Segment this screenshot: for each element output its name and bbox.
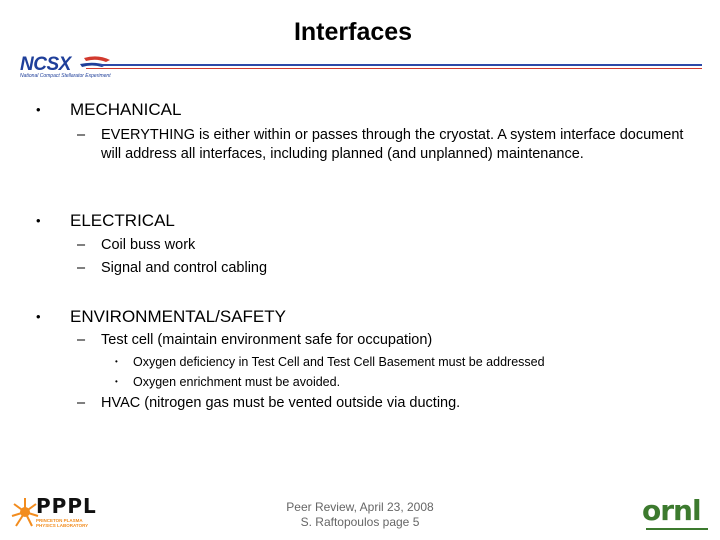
ornl-logo-text: ornl	[642, 494, 701, 527]
bullet-dot: •	[36, 213, 41, 228]
pppl-logo-subtitle: PRINCETON PLASMA PHYSICS LABORATORY	[36, 518, 89, 528]
sub-sub-bullet-text: Oxygen enrichment must be avoided.	[133, 375, 341, 389]
header-rule-blue	[100, 64, 702, 66]
slide-footer	[240, 500, 480, 530]
bullet-dot: •	[36, 309, 41, 324]
sub-bullet-text: HVAC (nitrogen gas must be vented outside via ducting.	[101, 395, 461, 411]
sub-bullet-text: EVERYTHING is either within or passes through the cryostat. A system interface document will address all interfaces, including planned (and unplanned) maintenance.	[101, 127, 684, 162]
header-rule-red	[86, 68, 702, 69]
section-heading: ENVIRONMENTAL/SAFETY	[70, 307, 286, 326]
ornl-logo	[640, 496, 712, 534]
sub-bullet-text: Test cell (maintain environment safe for occupation)	[101, 332, 433, 348]
slide-title: Interfaces	[293, 18, 413, 46]
footer-line-1: Peer Review, April 23, 2008	[286, 500, 434, 514]
sub-bullet-text: Coil buss work	[101, 237, 196, 253]
ncsx-logo-subtitle: National Compact Stellarator Experiment	[20, 73, 111, 79]
pppl-logo	[10, 494, 96, 534]
section-heading: MECHANICAL	[70, 100, 182, 119]
pppl-logo-text: PPPL	[36, 494, 97, 518]
ncsx-logo	[14, 52, 110, 82]
sub-bullet-text: Signal and control cabling	[101, 260, 268, 276]
section-heading: ELECTRICAL	[70, 211, 175, 230]
bullet-dot: •	[36, 102, 41, 117]
footer-line-2: S. Raftopoulos page 5	[300, 515, 420, 529]
ncsx-logo-text: NCSX	[20, 54, 71, 75]
ornl-logo-underline	[646, 528, 708, 530]
sub-sub-bullet-text: Oxygen deficiency in Test Cell and Test Cell Basement must be addressed	[133, 355, 545, 369]
